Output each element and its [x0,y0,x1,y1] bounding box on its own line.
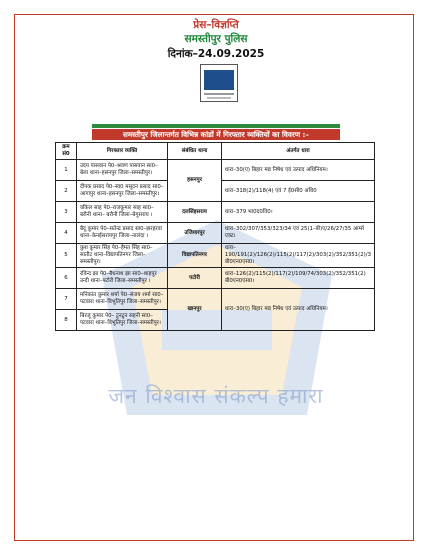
logo-caption-line [207,97,231,99]
row-person: बिरजू कुमार पे0– टुनटुन सहनी सा0–पटवारा थाना–विभुतिपुर जिला–समस्तीपुर। [76,310,167,331]
row-section: धारा–318(2)/118(4) एवं 7 ई0सी0 अधि0 [221,181,374,202]
row-serial: 4 [56,223,77,244]
row-serial: 5 [56,244,77,268]
bihar-police-logo [200,64,238,102]
row-serial: 2 [56,181,77,202]
arrests-table [55,142,375,331]
press-release-heading: प्रेस–विज्ञप्ति [193,19,239,31]
row-station: पटोरी [168,268,222,289]
logo-caption-line [204,93,234,95]
row-section: धारा–302/307/353/323/34 एवं 25(1–बी)ए/26/27/35 आर्म्स एक्ट। [221,223,374,244]
title-top-bar [92,124,340,128]
row-station: विद्यापतिनगर [168,244,222,268]
col-police-station: संबंधित थाना [168,143,222,160]
row-section: धारा–30(ए) बिहार मद्य निषेध एवं उत्पाद अधिनियम। [221,160,374,181]
row-section: धारा–190/191(2)/126(2)/115(2)/117(2)/303(2)/352/351(2)/3 बी0एन0एस0। [221,244,374,268]
row-person: रविन्द झा पे0–बैधनाथ झा सा0–शाहपुर उन्दी थाना–पटोरी जिला–समस्तीपुर । [76,268,167,289]
row-person: बैदू कुमार पे0–सतेन्द्र प्रसाद सा0–झरहरवा थाना–केनईसरायपुर जिला–नालंदा । [76,223,167,244]
table-row [56,244,375,268]
table-row [56,289,375,310]
table-title: समस्तीपुर जिलान्तर्गत विभिन्न कांडों में गिरफ्तार व्यक्तियों का विवरण :– [92,129,340,140]
row-section: धारा–379 भा0द0वि0। [221,202,374,223]
table-row [56,202,375,223]
row-person: उदय पासवान पे0–श्रवण पासवान सा0–बेला थाना–हसनपुर जिला–समस्तीपुर। [76,160,167,181]
logo-emblem-icon [204,70,234,90]
col-arrested-person: गिरफ्तार व्यक्ति [76,143,167,160]
row-section: धारा–126(2)/115(2)/117(2)/109/74/303(2)/352/351(2) बी0एन0एस0। [221,268,374,289]
watermark-slogan: जन विश्वास संकल्प हमारा [108,384,324,408]
row-serial: 6 [56,268,77,289]
police-unit-name: समस्तीपुर पुलिस [184,33,248,45]
row-serial: 7 [56,289,77,310]
row-person: दीपक प्रसाद पे0–स्व0 मसूदन प्रसाद सा0–आगापुर थाना–हसनपुर जिला–समस्तीपुर। [76,181,167,202]
col-serial: क्रम सं0 [56,143,77,160]
row-station: हसनपुर [168,160,222,202]
row-person: वकिल साह पे0–राजकुमार साह सा0–बरौनी थाना– बरौनी जिला–बेगूसराय । [76,202,167,223]
table-row [56,268,375,289]
release-date: दिनांक–24.09.2025 [167,48,265,60]
row-person: कुश कुमार सिंह पे0–हैमत सिंह सा0–सातीट थाना–विद्यापतिनगर जिला–समस्तीपुर। [76,244,167,268]
row-station: खानपुर [168,289,222,331]
table-row [56,160,375,181]
row-serial: 3 [56,202,77,223]
table-row [56,223,375,244]
row-serial: 8 [56,310,77,331]
table-header-row [56,143,375,160]
row-section: धारा–30(ए) बिहार मद्य निषेध एवं उत्पाद अधिनियम। [221,289,374,331]
row-person: मनिकांत कुमार शर्मा पे0–संजय शर्मा सा0–पटवारा थाना–विभुतिपुर जिला–समस्तीपुर। [76,289,167,310]
row-station: उजियारपुर [168,223,222,244]
row-serial: 1 [56,160,77,181]
col-section: अंतर्गत धारा [221,143,374,160]
row-station: दलसिंहसराय [168,202,222,223]
